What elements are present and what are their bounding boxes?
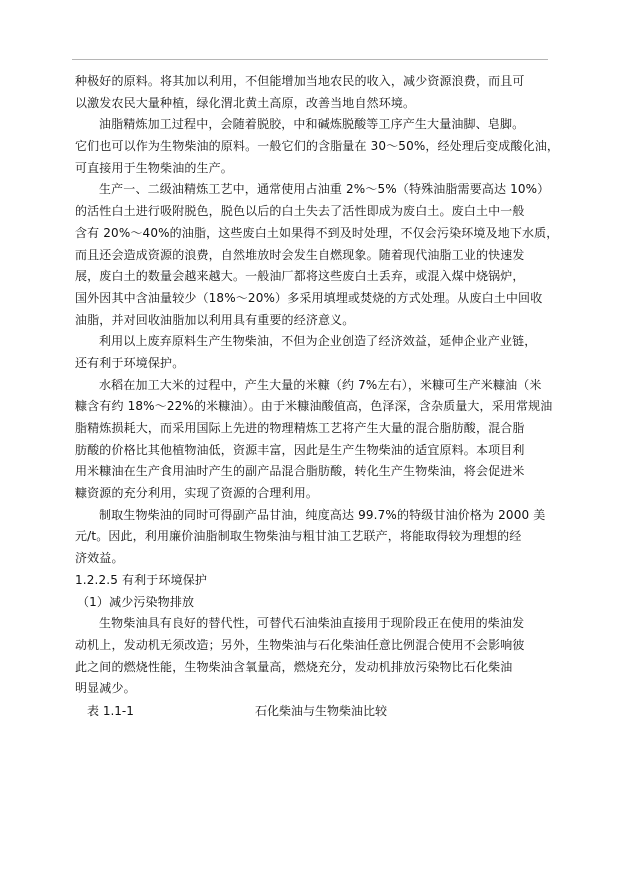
paragraph-wenguanguo-continuation <box>75 71 551 114</box>
paragraph-spent-clay <box>75 179 559 331</box>
sub-heading: （1）减少污染物排放 <box>77 594 195 609</box>
text-line: 此之间的燃烧性能，生物柴油含氧量高，燃烧充分，发动机排放污染物比石化柴油 <box>75 659 513 674</box>
text-line: 明显减少。 <box>75 681 136 696</box>
text-line: 动机上，发动机无须改造；另外，生物柴油与石化柴油任意比例混合使用不会影响彼 <box>75 637 525 652</box>
text-line: 含有 20%～40%的油脂，这些废白土如果得不到及时处理，不仅会污染环境及地下水质， <box>75 225 559 240</box>
text-line: 油脂精炼加工过程中，会随着脱胶，中和碱炼脱酸等工序产生大量油脚、皂脚。 <box>99 117 525 132</box>
text-line: 而且还会造成资源的浪费，自然堆放时会发生自燃现象。随着现代油脂工业的快速发 <box>75 247 525 262</box>
paragraph-waste-utilization <box>75 331 551 374</box>
paragraph-substitution <box>75 613 551 700</box>
text-line: 以激发农民大量种植，绿化渭北黄土高原，改善当地自然环境。 <box>75 95 416 110</box>
text-line: 元/t。因此，利用廉价油脂制取生物柴油与粗甘油工艺联产，将能取得较为理想的经 <box>75 529 522 544</box>
text-line: 种极好的原料。将其加以利用，不但能增加当地农民的收入，减少资源浪费，而且可 <box>75 74 525 88</box>
section-heading: 1.2.2.5 有利于环境保护 <box>75 572 208 587</box>
text-line: 脂精炼损耗大，而采用国际上先进的物理精炼工艺将产生大量的混合脂肪酸，混合脂 <box>75 421 525 435</box>
text-line: 济效益。 <box>75 551 124 566</box>
text-line: 肪酸的价格比其他植物油低，资源丰富，因此是生产生物柴油的适宜原料。本项目利 <box>75 442 525 457</box>
text-line: 国外因其中含油量较少（18%～20%）多采用填埋或焚烧的方式处理。从废白土中回收 <box>75 290 543 305</box>
text-line: 还有利于环境保护。 <box>75 355 185 370</box>
text-line: 糠资源的充分利用，实现了资源的合理利用。 <box>75 486 319 501</box>
table-caption <box>75 700 551 722</box>
text-line: 制取生物柴油的同时可得副产品甘油，纯度高达 99.7%的特级甘油价格为 2000 美 <box>99 507 546 522</box>
table-caption-title: 石化柴油与生物柴油比较 <box>255 703 388 718</box>
table-caption-label: 表 1.1-1 <box>87 703 134 718</box>
paragraph-glycerol <box>75 505 551 570</box>
text-line: 用米糠油在生产食用油时产生的副产品混合脂肪酸，转化生产生物柴油，将会促进米 <box>75 464 525 479</box>
text-line: 利用以上废弃原料生产生物柴油，不但为企业创造了经济效益，延伸企业产业链， <box>99 334 537 349</box>
paragraph-rice-bran <box>75 375 551 505</box>
text-line: 水稻在加工大米的过程中，产生大量的米糠（约 7%左右），米糠可生产米糠油（米 <box>99 377 542 392</box>
header-rule <box>72 59 548 60</box>
text-line: 可直接用于生物柴油的生产。 <box>75 160 233 175</box>
text-line: 糠含有约 18%～22%的米糠油）。由于米糠油酸值高，色泽深，含杂质量大，采用常规油 <box>75 399 553 414</box>
document-body <box>75 71 560 722</box>
text-line: 的活性白土进行吸附脱色，脱色以后的白土失去了活性即成为废白土。废白土中一般 <box>75 204 525 219</box>
text-line: 生产一、二级油精炼工艺中，通常使用占油重 2%～5%（特殊油脂需要高达 10%） <box>99 182 550 197</box>
text-line: 油脂，并对回收油脂加以利用具有重要的经济意义。 <box>75 312 355 327</box>
paragraph-oil-foots <box>75 114 560 179</box>
text-line: 展，废白土的数量会越来越大。一般油厂都将这些废白土丢弃，或混入煤中烧锅炉， <box>75 269 525 284</box>
text-line: 生物柴油具有良好的替代性，可替代石油柴油直接用于现阶段正在使用的柴油发 <box>99 616 525 631</box>
text-line: 它们也可以作为生物柴油的原料。一般它们的含脂量在 30～50%，经处理后变成酸化油， <box>75 139 560 154</box>
